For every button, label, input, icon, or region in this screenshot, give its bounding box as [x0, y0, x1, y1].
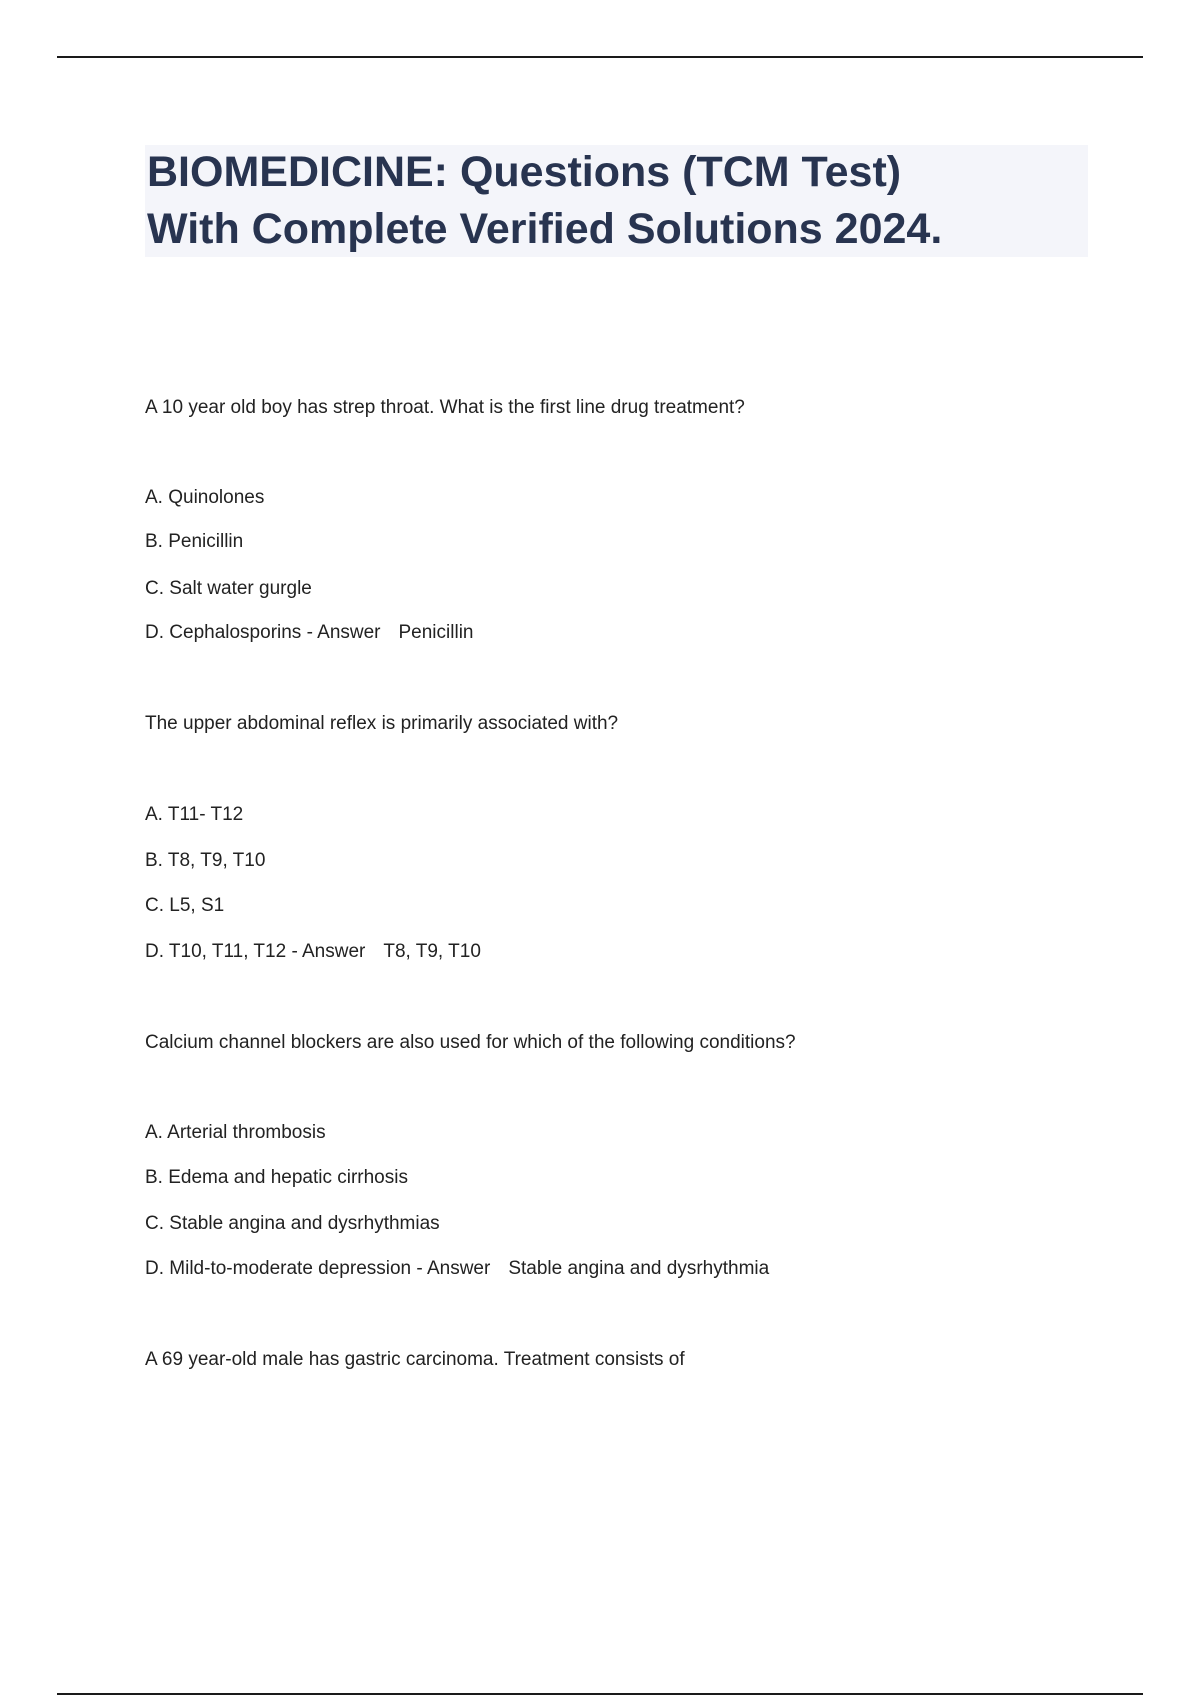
question-3-text: Calcium channel blockers are also used for which of the following conditions?	[145, 1032, 796, 1053]
question-2-option-a: A. T11- T12	[145, 804, 244, 825]
document-title-line-2: With Complete Verified Solutions 2024.	[147, 205, 943, 253]
question-3-option-d-label: D. Mild-to-moderate depression - Answer	[145, 1258, 491, 1279]
question-2-answer: T8, T9, T10	[383, 941, 481, 962]
question-1-text: A 10 year old boy has strep throat. What is the first line drug treatment?	[145, 397, 745, 418]
question-1-answer: Penicillin	[398, 622, 474, 643]
document-title-line-1: BIOMEDICINE: Questions (TCM Test)	[147, 148, 902, 196]
question-1-option-d	[145, 621, 473, 645]
question-3-option-d	[145, 1257, 769, 1281]
question-2-text: The upper abdominal reflex is primarily associated with?	[145, 713, 619, 734]
footer-rule	[57, 1693, 1143, 1695]
header-rule	[57, 56, 1143, 58]
question-1-option-a: A. Quinolones	[145, 487, 265, 508]
question-3-option-c: C. Stable angina and dysrhythmias	[145, 1213, 440, 1234]
question-4-text: A 69 year-old male has gastric carcinoma. Treatment consists of	[145, 1349, 685, 1370]
question-3-option-b: B. Edema and hepatic cirrhosis	[145, 1167, 408, 1188]
question-2-option-d-label: D. T10, T11, T12 - Answer	[145, 941, 366, 962]
question-2-option-b: B. T8, T9, T10	[145, 850, 266, 871]
question-1-option-b: B. Penicillin	[145, 531, 244, 552]
question-2-option-d	[145, 940, 481, 964]
question-2-option-c: C. L5, S1	[145, 895, 225, 916]
question-1-option-d-label: D. Cephalosporins - Answer	[145, 622, 381, 643]
question-1-option-c: C. Salt water gurgle	[145, 578, 312, 599]
question-3-answer: Stable angina and dysrhythmia	[508, 1258, 770, 1279]
question-3-option-a: A. Arterial thrombosis	[145, 1122, 326, 1143]
